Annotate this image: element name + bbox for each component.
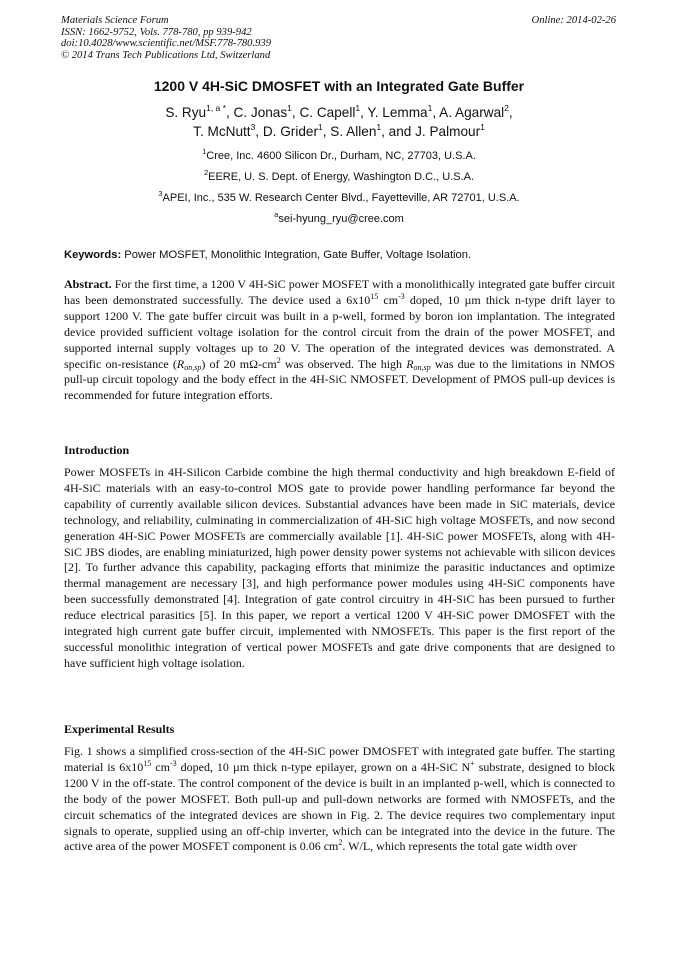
corresponding-email [0, 210, 678, 225]
exponent: -3 [169, 758, 177, 768]
abstract-text: cm [378, 292, 399, 307]
author-name: , Y. Lemma [360, 105, 428, 120]
keywords-line [64, 249, 620, 261]
author-marker: 2 [504, 103, 509, 113]
body-text: substrate, designed to block 1200 V in the off-state. The control component of the device is built in an implanted p-well, which is connected to the body of the power MOSFET. Both pull-up and pull-down networks are formed with NMOSFETs, and the circuit schematics of the integrated devices are shown in Fig. 2. The device requires two complementary input signals to operate, supplied using an off-chip inverter, which can be integrated into the device in the future. The active area of the power MOSFET component is 0.06 cm [64, 759, 615, 854]
symbol-r: R [176, 356, 185, 371]
author-line-2 [0, 122, 678, 141]
abstract-paragraph [64, 277, 615, 404]
affiliation-text: Cree, Inc. 4600 Silicon Dr., Durham, NC, 27703, U.S.A. [206, 150, 476, 162]
author-name: T. McNutt [193, 124, 251, 139]
author-marker: 1 [318, 122, 323, 132]
affiliation-1 [0, 147, 678, 162]
abstract-text: For the first time, a 1200 V 4H-SiC power MOSFET with a monolithically integrated gate buffer circuit has been demonstrated successfully. The device used a 6x10 [64, 277, 615, 307]
subscript: on,sp [184, 362, 202, 372]
author-marker: 1 [287, 103, 292, 113]
abstract-label: Abstract. [64, 277, 112, 291]
subscript: on,sp [413, 362, 431, 372]
author-name: , A. Agarwal [432, 105, 505, 120]
abstract-text: was due to the limitations in NMOS pull-up circuit topology and the body effect in the 4H-SiC NMOSFET. Development of PMOS pull-up devices is recommended for future integration efforts. [64, 356, 616, 403]
author-list [0, 103, 678, 141]
affiliation-marker: 1 [202, 147, 207, 156]
experimental-heading: Experimental Results [64, 722, 175, 736]
author-marker: 1 [355, 103, 361, 113]
keywords-label: Keywords: [64, 249, 122, 261]
author-name: , C. Capell [291, 105, 356, 120]
affiliation-text: EERE, U. S. Dept. of Energy, Washington D.C., U.S.A. [208, 171, 475, 183]
doi-line: doi:10.4028/www.scientific.net/MSF.778-780.939 [61, 38, 271, 49]
author-marker: 1 [480, 122, 485, 132]
author-name: , D. Grider [255, 124, 318, 139]
author-marker: 1 [427, 103, 433, 113]
body-text: Fig. 1 shows a simplified cross-section of the 4H-SiC power DMOSFET with integrated gate buffer. The starting material is 6x10 [64, 744, 615, 774]
affiliation-2 [0, 168, 678, 183]
online-date: Online: 2014-02-26 [531, 15, 616, 26]
affiliation-marker: 3 [158, 189, 163, 198]
email-address: sei-hyung_ryu@cree.com [278, 213, 404, 225]
body-text: cm [151, 759, 170, 774]
abstract-text: ) of 20 mΩ-cm [201, 356, 277, 371]
superscript: + [470, 758, 475, 768]
author-separator: , [508, 105, 513, 120]
body-text: . W/L, which represents the total gate width over [342, 839, 577, 854]
email-marker: a [274, 210, 279, 219]
journal-header [61, 15, 616, 61]
exponent: 15 [370, 291, 379, 301]
author-name: S. Ryu [165, 105, 207, 120]
journal-name: Materials Science Forum [61, 15, 169, 26]
author-marker: 1, a * [206, 103, 226, 113]
exponent: 15 [143, 758, 152, 768]
keywords-text: Power MOSFET, Monolithic Integration, Gate Buffer, Voltage Isolation. [121, 249, 472, 261]
exponent: 2 [276, 355, 281, 365]
exponent: 2 [338, 838, 343, 848]
author-name: , C. Jonas [225, 105, 288, 120]
author-name: , S. Allen [322, 124, 377, 139]
body-text: doped, 10 µm thick n-type epilayer, grown on a 4H-SiC N [176, 759, 471, 774]
author-marker: 1 [376, 122, 382, 132]
affiliation-marker: 2 [203, 168, 209, 177]
affiliation-text: APEI, Inc., 535 W. Research Center Blvd., Fayetteville, AR 72701, U.S.A. [162, 192, 520, 204]
introduction-heading: Introduction [64, 443, 130, 457]
author-marker: 3 [250, 122, 256, 132]
abstract-text: doped, 10 µm thick n-type drift layer to support 1200 V. The gate buffer circuit was built in a p-well, formed by boron ion implantation. The integrated device provided sufficient voltage isolation for the control circuit from the drain of the power MOSFET, and supported internal supply voltages up to 20 V. The operation of the integrated devices was demonstrated. A specific on-resistance ( [64, 292, 615, 371]
abstract-text: was observed. The high [280, 356, 407, 371]
symbol-r: R [406, 356, 414, 371]
affiliation-3 [0, 189, 678, 204]
copyright-line: © 2014 Trans Tech Publications Ltd, Switzerland [61, 49, 271, 61]
author-name: , and J. Palmour [381, 124, 481, 139]
paper-title: 1200 V 4H-SiC DMOSFET with an Integrated Gate Buffer [153, 78, 525, 94]
issn-line: ISSN: 1662-9752, Vols. 778-780, pp 939-942 [61, 26, 252, 38]
experimental-paragraph [64, 744, 615, 855]
introduction-paragraph: Power MOSFETs in 4H-Silicon Carbide combine the high thermal conductivity and high breakdown E-field of 4H-SiC materials with an easy-to-control MOS gate to provide power handling performance far beyond the capability of currently available silicon devices. Substantial advances have been made in SiC materials, device technology, and reliability, culminating in commercialization of 4H-SiC high voltage MOSFETs, and now second generation 4H-SiC Power MOSFETs are commercially available [1]. 4H-SiC power MOSFETs, along with 4H-SiC JBS diodes, are enabling miniaturized, high power density power systems not achievable with silicon devices [2]. To further advance this capability, packaging efforts that minimize the parasitic inductances and optimize thermal management are necessary [3], and high performance power modules using 4H-SiC components have been successfully demonstrated [4]. Integration of gate control circuitry in 4H-SiC has been pursued to further reduce electrical parasitics [5]. In this paper, we report a vertical 1200 V 4H-SiC power DMOSFET with the integrated high current gate buffer circuit, implemented with NMOSFETs. This paper is the first report of the successful monolithic integration of vertical power MOSFETs and gate drive components that are designed to have sufficient high voltage isolation. [64, 465, 615, 670]
author-line-1 [0, 103, 678, 122]
exponent: -3 [398, 291, 405, 301]
